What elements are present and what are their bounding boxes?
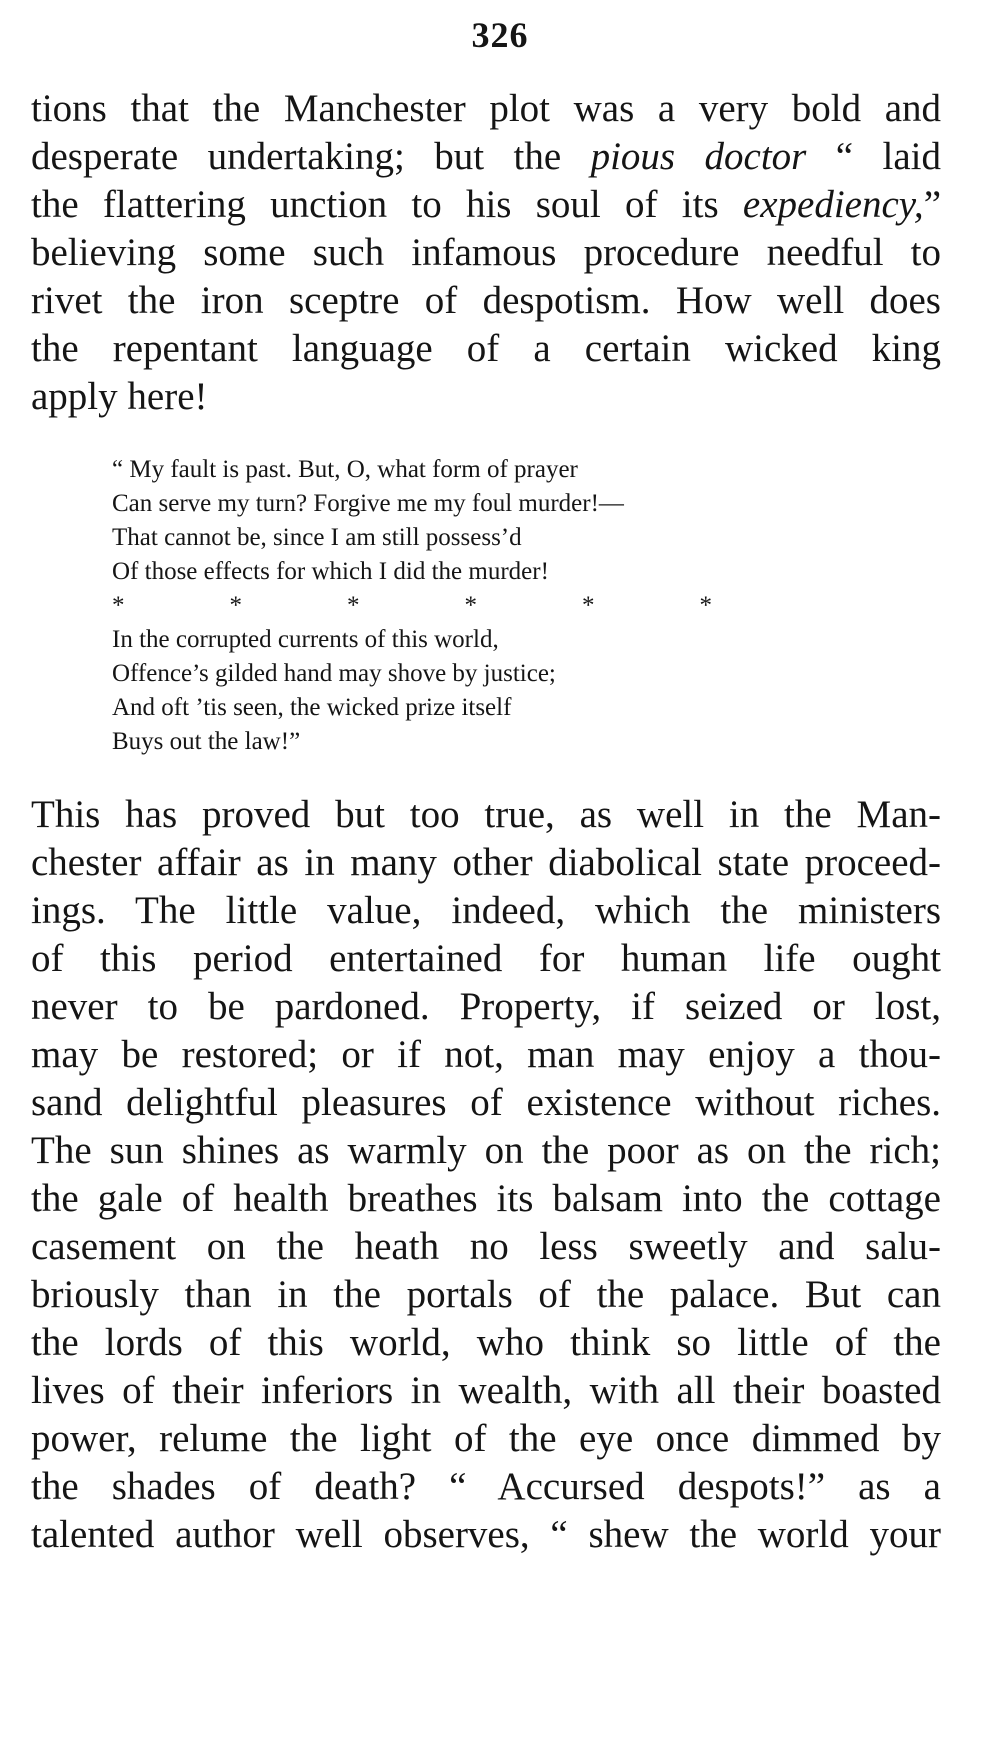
asterisk: *: [112, 592, 125, 619]
quote-line: Can serve my turn? Forgive me my foul murder!—: [112, 490, 624, 517]
quote-line: And oft ’tis seen, the wicked prize itself: [112, 694, 512, 721]
paragraph-line: briously than in the portals of the palace. But can: [31, 1273, 941, 1316]
paragraph-line: chester affair as in many other diabolical state proceed-: [31, 841, 941, 884]
paragraph-line: rivet the iron sceptre of despotism. How well does: [31, 279, 941, 322]
paragraph-line: lives of their inferiors in wealth, with all their boasted: [31, 1369, 941, 1412]
quote-line: That cannot be, since I am still possess’d: [112, 524, 522, 551]
paragraph-line: casement on the heath no less sweetly and salu-: [31, 1225, 941, 1268]
italic-phrase: expediency,: [742, 183, 924, 226]
asterisk-row: [112, 588, 712, 624]
paragraph-line: [31, 132, 941, 182]
line-text: desperate undertaking; but the: [31, 135, 591, 178]
quote-line: Of those effects for which I did the murder!: [112, 558, 549, 585]
asterisk: *: [699, 592, 712, 619]
paragraph-line: talented author well observes, “ shew the world your: [31, 1513, 941, 1556]
paragraph-line: of this period entertained for human life ought: [31, 937, 941, 980]
paragraph-line: the repentant language of a certain wicked king: [31, 327, 941, 370]
quote-line: Offence’s gilded hand may shove by justice;: [112, 660, 556, 687]
quote-line: “ My fault is past. But, O, what form of prayer: [112, 456, 578, 483]
paragraph-line: The sun shines as warmly on the poor as on the rich;: [31, 1129, 941, 1172]
paragraph-line: [31, 180, 941, 230]
paragraph-line: power, relume the light of the eye once dimmed by: [31, 1417, 941, 1460]
paragraph-line: never to be pardoned. Property, if seized or lost,: [31, 985, 941, 1028]
asterisk: *: [582, 592, 595, 619]
paragraph-line: believing some such infamous procedure needful to: [31, 231, 941, 274]
line-text: the flattering unction to his soul of its: [31, 183, 743, 226]
italic-phrase: pious doctor: [590, 135, 807, 178]
line-text-tail: “ laid: [806, 135, 941, 178]
asterisk: *: [464, 592, 477, 619]
asterisk: *: [347, 592, 360, 619]
paragraph-line: the lords of this world, who think so little of the: [31, 1321, 941, 1364]
paragraph-line: the shades of death? “ Accursed despots!” as a: [31, 1465, 941, 1508]
paragraph-line: the gale of health breathes its balsam into the cottage: [31, 1177, 941, 1220]
page-number: 326: [471, 15, 529, 55]
paragraph-line: sand delightful pleasures of existence without riches.: [31, 1081, 941, 1124]
paragraph-line: may be restored; or if not, man may enjoy a thou-: [31, 1033, 941, 1076]
quote-line: Buys out the law!”: [112, 728, 301, 755]
quote-line: In the corrupted currents of this world,: [112, 626, 499, 653]
asterisk: *: [229, 592, 242, 619]
line-text-tail: ”: [923, 183, 941, 226]
paragraph-line: tions that the Manchester plot was a very bold and: [31, 87, 941, 130]
paragraph-line: apply here!: [31, 375, 208, 418]
paragraph-line: This has proved but too true, as well in the Man-: [31, 793, 941, 836]
paragraph-line: ings. The little value, indeed, which the ministers: [31, 889, 941, 932]
